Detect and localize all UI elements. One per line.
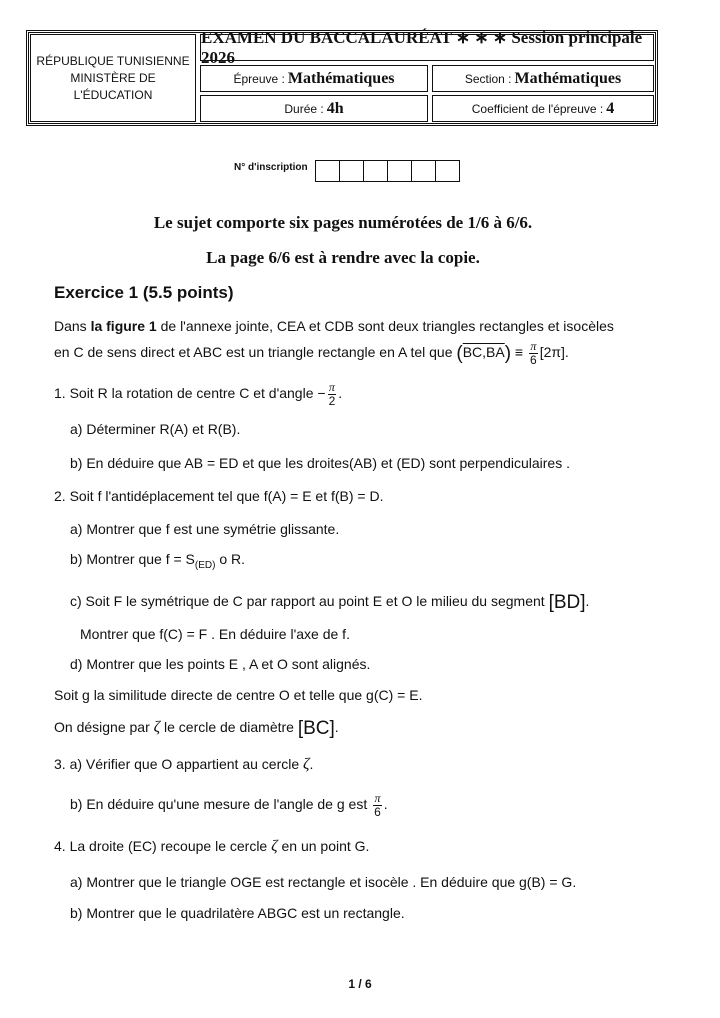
statement-line-2: en C de sens direct et ABC est un triangle rectangle en A tel que (BC,BA) ≡ $\frac{\pi}{6}$ [2π]. [54,339,569,367]
figure-ref: la figure 1 [90,318,157,334]
denominator: 6 [374,805,381,819]
numerator: π [530,339,537,353]
text: o R. [215,551,246,567]
question-3b: b) En déduire qu'une mesure de l'angle de g est $\frac{\pi}{6}$ . [70,791,388,819]
denominator: 6 [530,353,537,367]
fraction-pi-2 [328,381,337,408]
numerator: π [374,791,381,805]
zeta-symbol: ζ [271,838,278,855]
inscription-field[interactable] [315,160,460,182]
text: b) En déduire qu'une mesure de l'angle de g est [70,796,372,813]
intro-return: La page 6/6 est à rendre avec la copie. [206,248,480,267]
coefficient-value: 4 [606,99,615,117]
congruence: ≡ [511,344,527,361]
subscript: (ED) [194,559,216,571]
duration-label: Durée : [284,101,324,116]
inscription-digit-box[interactable] [364,161,388,181]
text: c) Soit F le symétrique de C par rapport au point E et O le milieu du segment [70,593,549,609]
epreuve-value: Mathématiques [287,69,395,87]
ministry-label: MINISTÈRE DE L'ÉDUCATION [70,70,156,102]
text: 4. La droite (EC) recoupe le cercle [54,838,272,854]
modulo: [2π] [539,344,565,361]
fraction-pi-6 [529,340,538,367]
statement-line-1 [54,318,614,334]
section-label: Section : [464,71,512,86]
zeta-symbol: ζ [303,756,310,773]
duration-box [200,95,428,122]
epreuve-label: Épreuve : [233,71,285,86]
inscription-digit-box[interactable] [388,161,412,181]
text: 1. Soit R la rotation de centre C et d'angle − [54,385,326,402]
coefficient-box [432,95,654,122]
zeta-symbol: ζ [153,719,161,736]
question-1a: a) Déterminer R(A) et R(B). [70,421,241,437]
inscription-digit-box[interactable] [316,161,340,181]
question-3a: 3. a) Vérifier que O appartient au cercle ζ. [54,756,314,773]
fraction-pi-6 [373,792,382,819]
intro-pages: Le sujet comporte six pages numérotées de 1/6 à 6/6. [153,213,533,232]
question-2b [70,551,245,571]
question-2: 2. Soit f l'antidéplacement tel que f(A) = E et f(B) = D. [54,488,384,504]
text: le cercle de diamètre [160,719,298,735]
coefficient-label: Coefficient de l'épreuve : [471,101,604,116]
text: de l'annexe jointe, CEA et CDB sont deux triangles rectangles et isocèles [156,318,614,334]
section-value: Mathématiques [514,69,622,87]
question-2d: d) Montrer que les points E , A et O sont alignés. [70,656,371,672]
inscription-digit-box[interactable] [436,161,459,181]
question-4a: a) Montrer que le triangle OGE est rectangle et isocèle . En déduire que g(B) = G. [70,874,577,890]
question-4 [54,838,369,856]
text: Dans [54,318,91,334]
epreuve-box [200,65,428,92]
text: en C de sens direct et ABC est un triangle rectangle en A tel que [54,344,457,361]
angle-notation: BC,BA [462,344,505,361]
numerator: π [328,380,335,394]
section-box [432,65,654,92]
duration-value: 4h [326,99,344,117]
exercise-title: Exercice 1 (5.5 points) [54,283,234,302]
inscription-label: N° d'inscription [234,162,308,173]
paren-close: ) [504,343,512,365]
question-1b: b) En déduire que AB = ED et que les droites(AB) et (ED) sont perpendiculaires . [70,455,570,471]
question-2c: c) Soit F le symétrique de C par rapport au point E et O le milieu du segment [BD]. [70,592,590,613]
inscription-digit-box[interactable] [412,161,436,181]
segment: [BC] [297,718,335,739]
question-2a: a) Montrer que f est une symétrie glissante. [70,521,340,537]
circle-line: On désigne par ζ le cercle de diamètre [BC]. [54,718,339,739]
question-2c-cont: Montrer que f(C) = F . En déduire l'axe de f. [80,626,350,642]
text: On désigne par [54,719,154,735]
issuer-box [30,34,196,122]
page-number: 1 / 6 [348,977,372,991]
inscription-digit-box[interactable] [340,161,364,181]
paren-open: ( [456,343,463,365]
text: 3. a) Vérifier que O appartient au cercle [54,756,304,772]
text: b) Montrer que f = S [70,551,195,567]
similitude-line: Soit g la similitude directe de centre O et telle que g(C) = E. [54,687,423,703]
republic-label: RÉPUBLIQUE TUNISIENNE [36,53,190,68]
question-4b: b) Montrer que le quadrilatère ABGC est un rectangle. [70,905,405,921]
segment: [BD] [548,592,586,613]
exam-title: EXAMEN DU BACCALAURÉAT ∗ ∗ ∗ Session principale 2026 [200,34,654,61]
denominator: 2 [328,394,336,408]
question-1: 1. Soit R la rotation de centre C et d'angle − $\frac{\pi}{2}$ . [54,380,343,408]
text: en un point G. [277,838,370,854]
